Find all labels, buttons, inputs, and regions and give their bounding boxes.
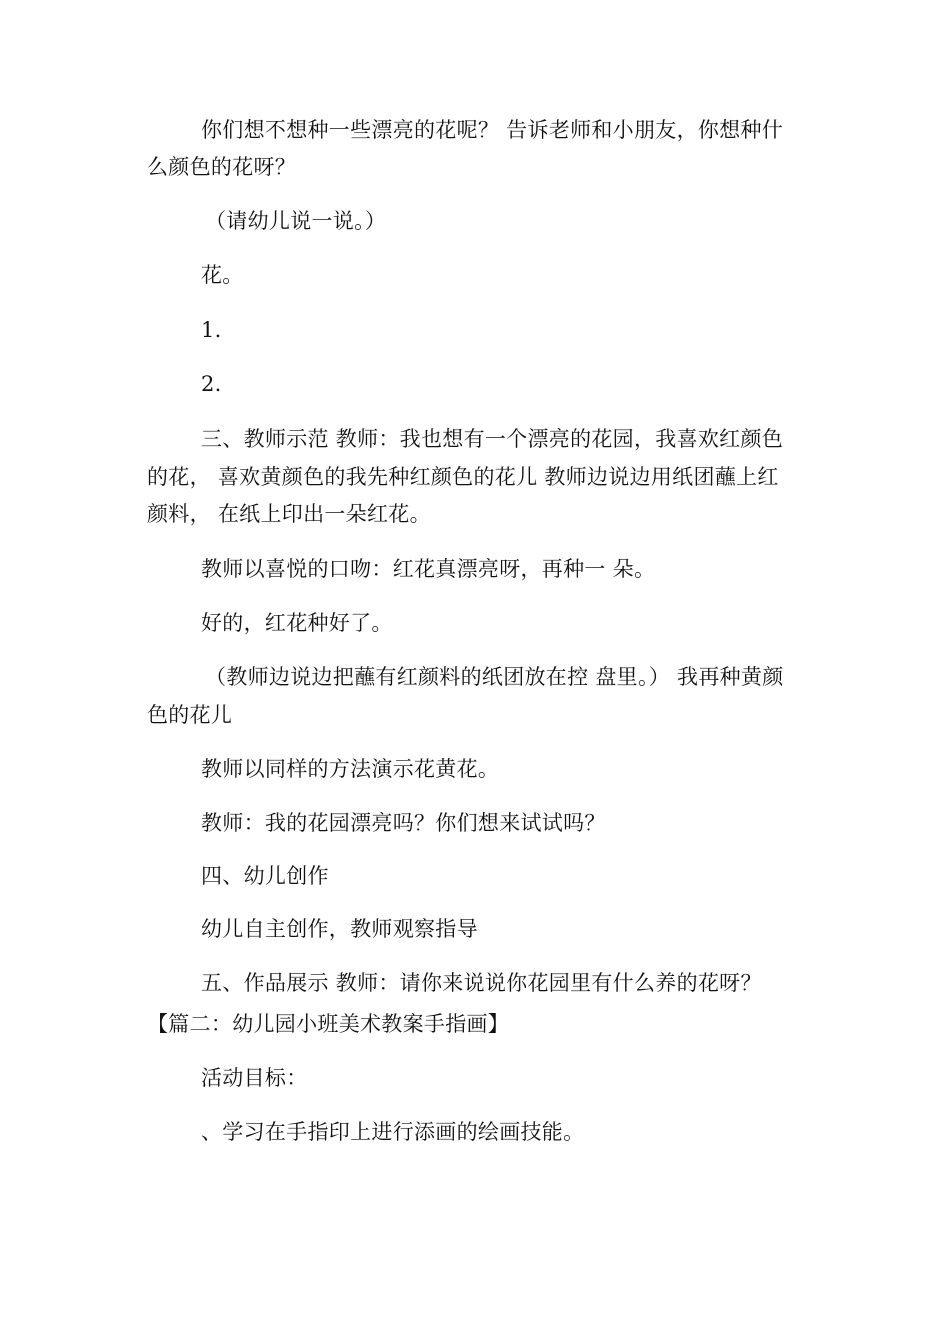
section-heading-line: 三、教师示范 教师：我也想有一个漂亮的花园，我喜欢红颜色 xyxy=(201,427,784,451)
list-item: 1. xyxy=(201,318,222,342)
paragraph-line: 你们想不想种一些漂亮的花呢？ 告诉老师和小朋友，你想种什 xyxy=(201,118,784,142)
list-item: 2. xyxy=(201,372,222,396)
paragraph: 幼儿自主创作，教师观察指导 xyxy=(201,917,478,941)
paragraph-line: 么颜色的花呀？ xyxy=(147,155,297,179)
paragraph-line: 颜料， 在纸上印出一朵红花。 xyxy=(147,502,431,526)
paragraph: 教师：我的花园漂亮吗？你们想来试试吗？ xyxy=(201,811,606,835)
chapter-title: 【篇二：幼儿园小班美术教案手指画】 xyxy=(147,1012,510,1036)
paragraph-line: 的花， 喜欢黄颜色的我先种红颜色的花儿 教师边说边用纸团蘸上红 xyxy=(147,465,779,489)
section-heading: 四、幼儿创作 xyxy=(201,864,329,888)
paragraph: 好的，红花种好了。 xyxy=(201,611,393,635)
paragraph-line: （教师边说边把蘸有红颜料的纸团放在控 盘里。） 我再种黄颜 xyxy=(205,665,784,689)
paragraph: （请幼儿说一说。） xyxy=(205,209,387,233)
paragraph-line: 色的花儿 xyxy=(147,703,233,727)
section-heading: 五、作品展示 教师：请你来说说你花园里有什么养的花呀？ xyxy=(201,971,762,995)
paragraph: 花。 xyxy=(201,263,244,287)
paragraph: 活动目标： xyxy=(201,1066,308,1090)
paragraph: 教师以同样的方法演示花黄花。 xyxy=(201,757,500,781)
paragraph: 教师以喜悦的口吻：红花真漂亮呀，再种一 朵。 xyxy=(201,557,656,581)
paragraph: 、学习在手指印上进行添画的绘画技能。 xyxy=(201,1120,585,1144)
